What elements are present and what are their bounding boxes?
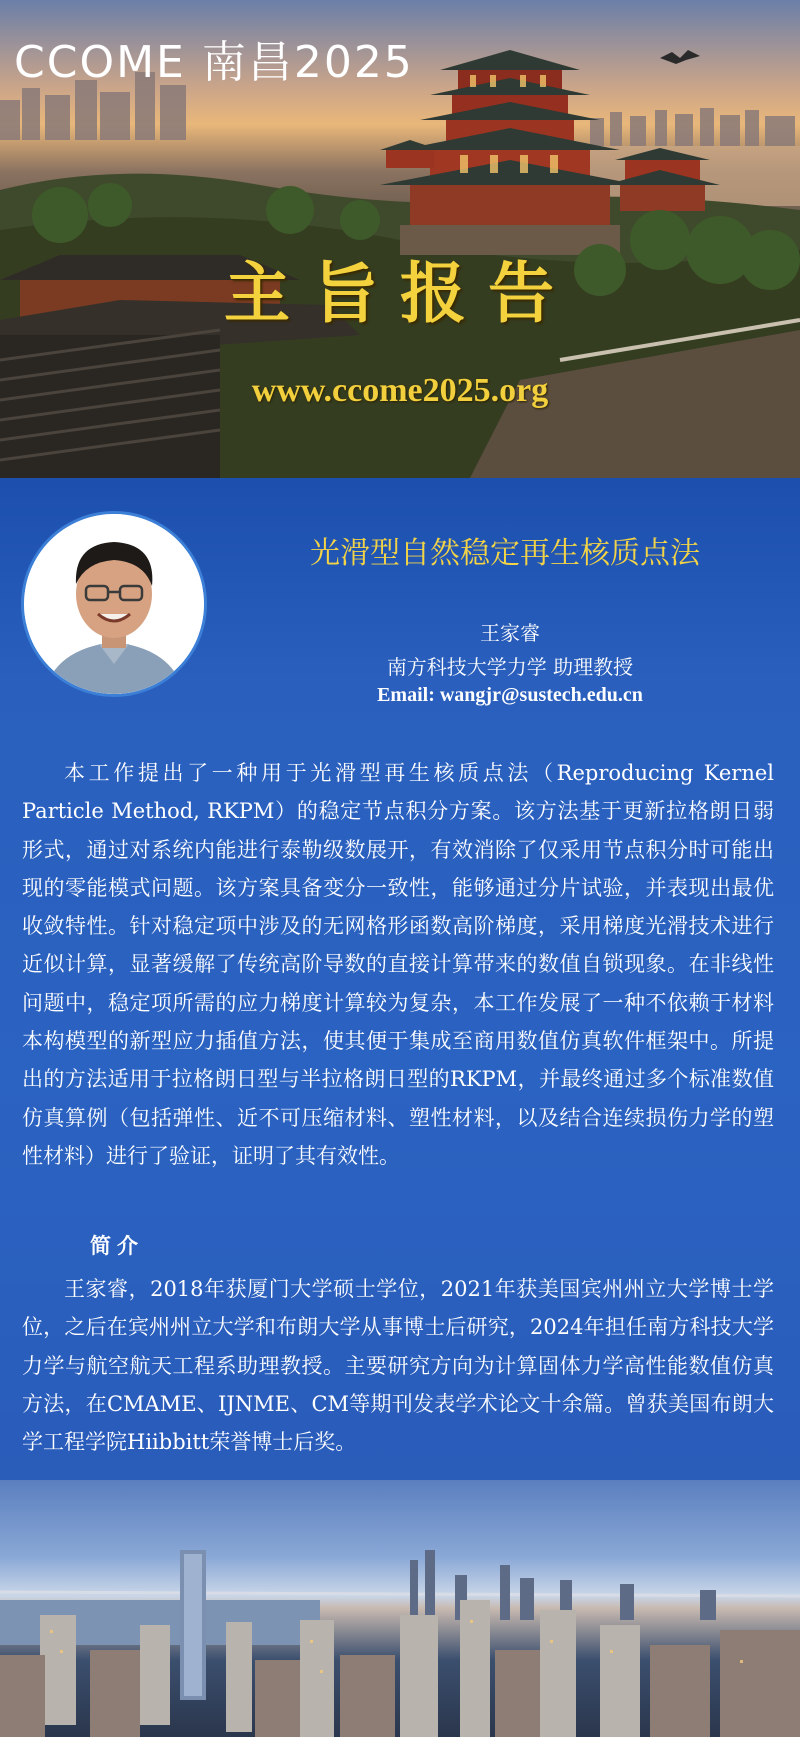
bio-text: 王家睿，2018年获厦门大学硕士学位，2021年获美国宾州州立大学博士学位，之后在宾州州立大学和布朗大学从事博士后研究，2024年担任南方科技大学力学与航空航天工程系助理教授。主要研究方向为计算固体力学高性能数值仿真方法，在CMAME、IJNME、CM等期刊发表学术论文十余篇。曾获美国布朗大学工程学院Hiibbitt荣誉博士后奖。 bbox=[22, 1277, 774, 1455]
bio-heading: 简介 bbox=[90, 1234, 144, 1258]
talk-title: 光滑型自然稳定再生核质点法 bbox=[310, 536, 700, 571]
event-title: CCOME 南昌2025 bbox=[14, 37, 414, 88]
speaker-avatar bbox=[24, 514, 204, 694]
city-skyline-image bbox=[0, 1480, 800, 1737]
banner-heading: 主旨报告 bbox=[224, 254, 576, 332]
speaker-email: Email: wangjr@sustech.edu.cn bbox=[377, 684, 643, 706]
website-url: www.ccome2025.org bbox=[251, 372, 549, 409]
speaker-portrait-illustration bbox=[24, 514, 204, 694]
speaker-name: 王家睿 bbox=[480, 621, 540, 645]
header-banner bbox=[0, 0, 800, 478]
skyline-illustration bbox=[0, 1480, 800, 1737]
speaker-panel bbox=[0, 478, 800, 1480]
speaker-affiliation: 南方科技大学力学 助理教授 bbox=[386, 655, 634, 679]
abstract-text: 本工作提出了一种用于光滑型再生核质点法（Reproducing Kernel Particle Method, RKPM）的稳定节点积分方案。该方法基于更新拉格朗日弱形式，通过对系统内能进行泰勒级数展开，有效消除了仅采用节点积分时可能出现的零能模式问题。该方案具备变分一致性，能够通过分片试验，并表现出最优收敛特性。针对稳定项中涉及的无网格形函数高阶梯度，采用梯度光滑技术进行近似计算，显著缓解了传统高阶导数的直接计算带来的数值自锁现象。在非线性问题中，稳定项所需的应力梯度计算较为复杂，本工作发展了一种不依赖于材料本构模型的新型应力插值方法，使其便于集成至商用数值仿真软件框架中。所提出的方法适用于拉格朗日型与半拉格朗日型的RKPM，并最终通过多个标准数值仿真算例（包括弹性、近不可压缩材料、塑性材料，以及结合连续损伤力学的塑性材料）进行了验证，证明了其有效性。 bbox=[22, 761, 774, 1168]
